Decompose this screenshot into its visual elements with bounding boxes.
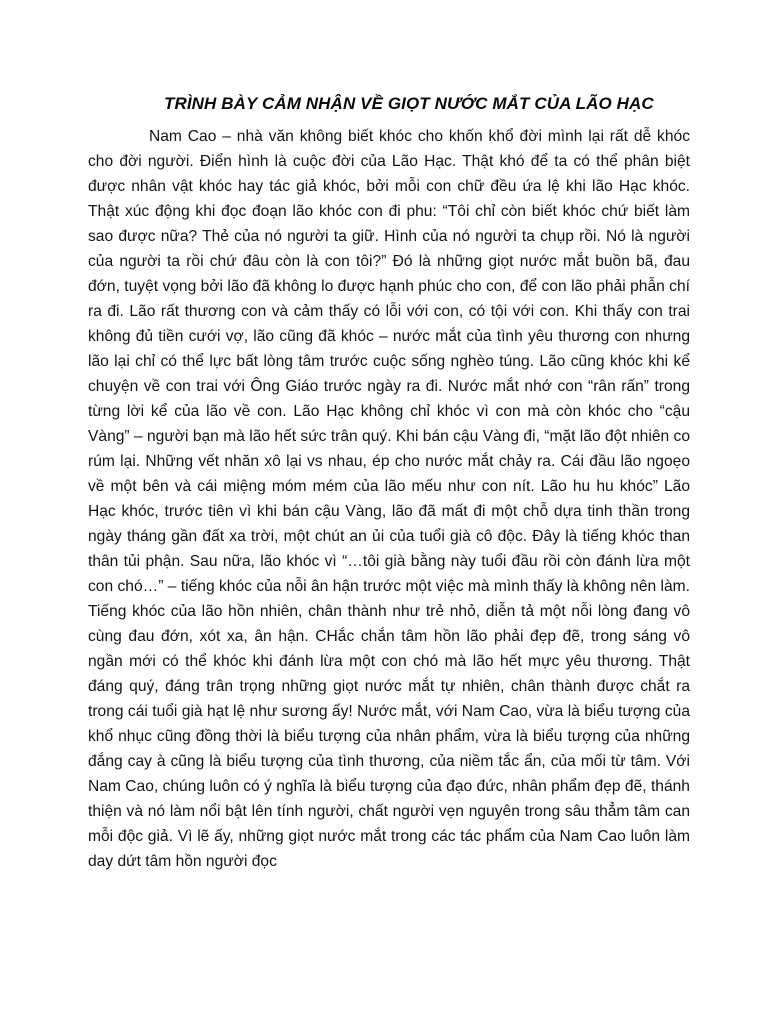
document-title: TRÌNH BÀY CẢM NHẬN VỀ GIỌT NƯỚC MẮT CỦA LÃO HẠC	[164, 94, 654, 113]
document-body-paragraph: Nam Cao – nhà văn không biết khóc cho khốn khổ đời mình lại rất dễ khóc cho đời người. Điển hình là cuộc đời của Lão Hạc. Thật khó để ta có thể phân biệt được nhân vật khóc hay tác giả khóc, bởi mỗi con chữ đều ứa lệ khi lão Hạc khóc. Thật xúc động khi đọc đoạn lão khóc con đi phu: “Tôi chỉ còn biết khóc chứ biết làm sao được nữa? Thẻ của nó người ta giữ. Hình của nó người ta chụp rồi. Nó là người của người ta rồi chứ đâu còn là con tôi?” Đó là những giọt nước mắt buồn bã, đau đớn, tuyệt vọng bởi lão đã không lo được hạnh phúc cho con, để con lão phải phẫn chí ra đi. Lão rất thương con và cảm thấy có lỗi với con, có tội với con. Khi thấy con trai không đủ tiền cưới vợ, lão cũng đã khóc – nước mắt của tình yêu thương con nhưng lão lại chỉ có thể lực bất lòng tâm trước cuộc sống nghèo túng. Lão cũng khóc khi kể chuyện về con trai với Ông Giáo trước ngày ra đi. Nước mắt nhớ con “rân rấn” trong từng lời kể của lão về con. Lão Hạc không chỉ khóc vì con mà còn khóc cho “cậu Vàng” – người bạn mà lão hết sức trân quý. Khi bán cậu Vàng đi, “mặt lão đột nhiên co rúm lại. Những vết nhăn xô lại vs nhau, ép cho nước mắt chảy ra. Cái đầu lão ngoẹo về một bên và cái miệng móm mém của lão mếu như con nít. Lão hu hu khóc” Lão Hạc khóc, trước tiên vì khi bán cậu Vàng, lão đã mất đi một chỗ dựa tinh thần trong ngày tháng gần đất xa trời, một chút an ủi của tuổi già cô độc. Đây là tiếng khóc than thân tủi phận. Sau nữa, lão khóc vì “…tôi già bằng này tuổi đầu rồi còn đánh lừa một con chó…” – tiếng khóc của nỗi ân hận trước một việc mà mình thấy là không nên làm. Tiếng khóc của lão hồn nhiên, chân thành như trẻ nhỏ, diễn tả một nỗi lòng đang vô cùng đau đớn, xót xa, ân hận. CHắc chắn tâm hồn lão phải đẹp đẽ, trong sáng vô ngần mới có thể khóc khi đánh lừa một con chó mà lão hết mực yêu thương. Thật đáng quý, đáng trân trọng những giọt nước mắt tự nhiên, chân thành được chắt ra trong cái tuổi già hạt lệ như sương ấy! Nước mắt, với Nam Cao, vừa là biểu tượng của khổ nhục cũng đồng thời là biểu tượng của nhân phẩm, vừa là biểu tượng của những đắng cay à cũng là biểu tượng của tình thương, của niềm tắc ẩn, của mối từ tâm. Với Nam Cao, chúng luôn có ý nghĩa là biểu tượng của đạo đức, nhân phẩm đẹp đẽ, thánh thiện và nó làm nổi bật lên tính người, chất người vẹn nguyên trong sâu thẳm tâm can mỗi độc giả. Vì lẽ ấy, những giọt nước mắt trong các tác phẩm của Nam Cao luôn làm day dứt tâm hồn người đọc	[88, 128, 690, 870]
